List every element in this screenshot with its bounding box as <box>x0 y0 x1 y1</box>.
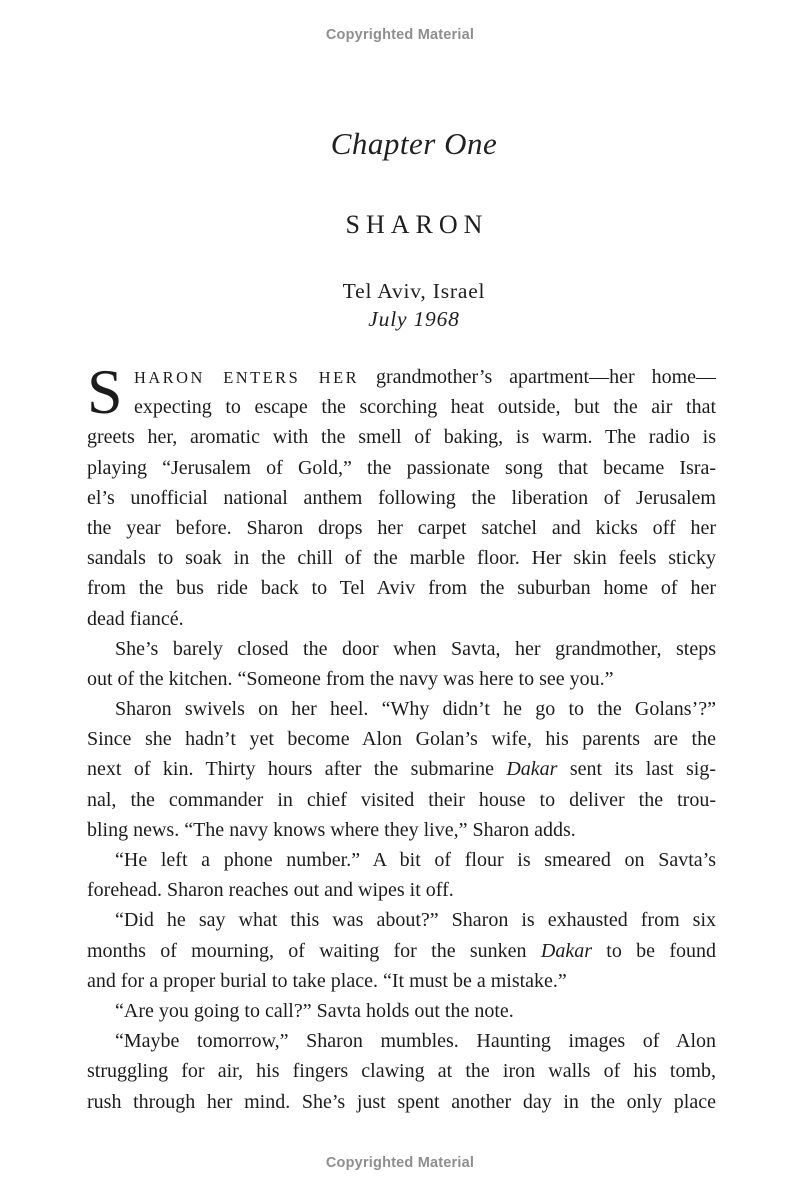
text-line: playing “Jerusalem of Gold,” the passionate song that became Isra- <box>87 456 716 479</box>
text-line: months of mourning, of waiting for the sunken Dakar to be found <box>87 939 716 962</box>
text-line: HARON ENTERS HER grandmother’s apartment—her home— <box>134 366 716 388</box>
text-line: next of kin. Thirty hours after the submarine Dakar sent its last sig- <box>87 758 716 781</box>
text-line: struggling for air, his fingers clawing at the iron walls of his tomb, <box>87 1060 716 1083</box>
text-line: the year before. Sharon drops her carpet satchel and kicks off her <box>87 516 716 539</box>
text-line: Since she hadn’t yet become Alon Golan’s wife, his parents are the <box>87 728 716 751</box>
text-line: el’s unofficial national anthem following the liberation of Jerusalem <box>87 486 716 509</box>
text-line: expecting to escape the scorching heat outside, but the air that <box>134 396 716 419</box>
dropcap-letter: S <box>87 356 123 427</box>
copyright-notice-top: Copyrighted Material <box>325 27 475 43</box>
text-line: greets her, aromatic with the smell of baking, is warm. The radio is <box>87 426 716 449</box>
text-line: rush through her mind. She’s just spent another day in the only place <box>87 1090 716 1113</box>
text-line: out of the kitchen. “Someone from the navy was here to see you.” <box>87 667 614 690</box>
paragraph <box>87 905 716 996</box>
chapter-title: SHARON <box>345 210 489 239</box>
text-line: bling news. “The navy knows where they live,” Sharon adds. <box>87 818 576 841</box>
paragraph <box>87 996 716 1026</box>
text-line: “Did he say what this was about?” Sharon is exhausted from six <box>115 909 716 932</box>
paragraph <box>87 694 716 845</box>
paragraph <box>87 845 716 905</box>
text-line: “Are you going to call?” Savta holds out the note. <box>115 999 514 1022</box>
chapter-label: Chapter One <box>330 126 498 161</box>
text-line: Sharon swivels on her heel. “Why didn’t he go to the Golans’?” <box>115 698 716 721</box>
paragraph <box>87 356 716 634</box>
chapter-date: July 1968 <box>368 307 460 331</box>
text-line: nal, the commander in chief visited their house to deliver the trou- <box>87 788 716 811</box>
text-line: from the bus ride back to Tel Aviv from the suburban home of her <box>87 577 716 600</box>
text-line: and for a proper burial to take place. “It must be a mistake.” <box>87 969 567 992</box>
body-text <box>87 356 716 1117</box>
text-line: dead fiancé. <box>87 607 184 630</box>
text-line: She’s barely closed the door when Savta, her grandmother, steps <box>115 637 716 660</box>
paragraph <box>87 634 716 694</box>
paragraph <box>87 1026 716 1117</box>
text-line: forehead. Sharon reaches out and wipes it off. <box>87 879 454 902</box>
text-line: “He left a phone number.” A bit of flour is smeared on Savta’s <box>115 849 716 871</box>
copyright-notice-bottom: Copyrighted Material <box>325 1155 475 1171</box>
chapter-location: Tel Aviv, Israel <box>342 279 486 303</box>
text-line: sandals to soak in the chill of the marble floor. Her skin feels sticky <box>87 547 716 570</box>
text-line: “Maybe tomorrow,” Sharon mumbles. Haunting images of Alon <box>115 1030 716 1053</box>
